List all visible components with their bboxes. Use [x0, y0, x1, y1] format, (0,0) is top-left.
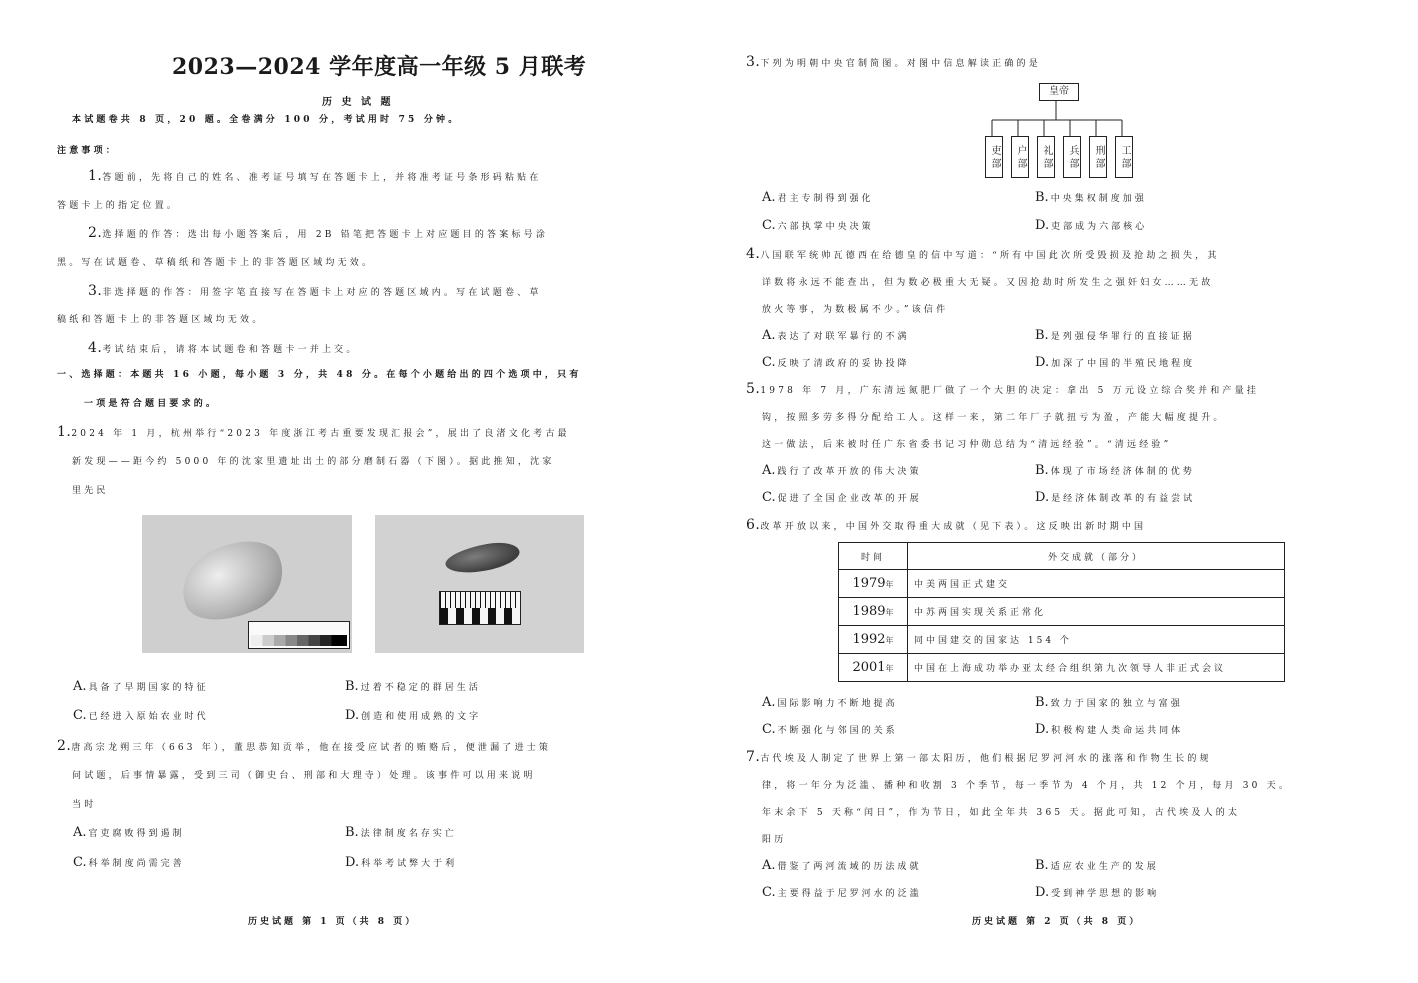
table-cell-year: 1979年	[839, 570, 908, 598]
notice-2-line-1: 2.选择题的作答：选出每小题答案后，用 2B 铅笔把答题卡上对应题目的答案标号涂	[88, 225, 549, 241]
q3-option-c[interactable]: C. 六部执掌中央决策	[762, 218, 874, 233]
q7-option-a[interactable]: A. 借鉴了两河流域的历法成就	[762, 858, 922, 873]
exam-subtitle: 历 史 试 题	[322, 97, 394, 108]
q3-option-d[interactable]: D. 吏部成为六部核心	[1035, 218, 1148, 233]
q5-line-2: 钩，按照多劳多得分配给工人。这样一来，第二年厂子就扭亏为盈，产能大幅度提升。	[762, 413, 1226, 423]
q6-line-1: 6.改革开放以来，中国外交取得重大成就（见下表）。这反映出新时期中国	[746, 517, 1147, 533]
page-2-footer: 历史试题 第 2 页（共 8 页）	[972, 917, 1142, 927]
notice-heading: 注意事项：	[57, 146, 119, 156]
diagram-box-revenue: 户部	[1011, 136, 1029, 178]
diagram-box-rites: 礼部	[1037, 136, 1055, 178]
notice-3-line-1: 3.非选择题的作答：用签字笔直接写在答题卡上对应的答题区域内。写在试题卷、草	[88, 283, 542, 299]
q5-option-b[interactable]: B. 体现了市场经济体制的优势	[1035, 463, 1195, 478]
table-cell-achievement: 中苏两国实现关系正常化	[908, 598, 1285, 626]
q1-line-2: 新发现——距今约 5000 年的沈家里遗址出土的部分磨制石器（下图）。据此推知，沈家	[72, 457, 555, 467]
q3-option-a[interactable]: A. 君主专制得到强化	[762, 190, 874, 205]
q6-option-a[interactable]: A. 国际影响力不断地提高	[762, 695, 898, 710]
q1-option-b[interactable]: B. 过着不稳定的群居生活	[345, 679, 481, 694]
stone-tool-1	[170, 526, 296, 636]
table-cell-achievement: 中美两国正式建交	[908, 570, 1285, 598]
exam-page-2	[709, 0, 1418, 983]
q4-option-c[interactable]: C. 反映了清政府的妥协投降	[762, 355, 910, 370]
notice-1-line-2: 答题卡上的指定位置。	[57, 201, 180, 211]
table-header-achievement: 外交成就（部分）	[908, 543, 1285, 570]
table-cell-achievement: 中国在上海成功举办亚太经合组织第九次领导人非正式会议	[908, 654, 1285, 682]
stone-tool-photo-2	[375, 515, 584, 653]
table-cell-year: 2001年	[839, 654, 908, 682]
q4-option-d[interactable]: D. 加深了中国的半殖民地程度	[1035, 355, 1196, 370]
notice-4-line-1: 4.考试结束后，请将本试题卷和答题卡一并上交。	[88, 340, 359, 356]
q5-option-d[interactable]: D. 是经济体制改革的有益尝试	[1035, 490, 1196, 505]
diplomatic-achievements-table	[838, 542, 1285, 682]
notice-1-line-1: 1.答题前，先将自己的姓名、准考证号填写在答题卡上，并将准考证号条形码粘贴在	[88, 168, 542, 184]
q7-line-2: 律，将一年分为泛滥、播种和收割 3 个季节，每一季节为 4 个月，共 12 个月，每月 30 天。	[762, 781, 1292, 791]
page-1-footer: 历史试题 第 1 页（共 8 页）	[248, 917, 418, 927]
table-row	[839, 626, 1285, 654]
q1-option-d[interactable]: D. 创造和使用成熟的文字	[345, 708, 482, 723]
q4-option-b[interactable]: B. 是列强侵华罪行的直接证据	[1035, 328, 1195, 343]
q6-option-d[interactable]: D. 积极构建人类命运共同体	[1035, 722, 1184, 737]
scale-ruler-2	[439, 591, 521, 625]
q2-option-a[interactable]: A. 官吏腐败得到遏制	[73, 825, 185, 840]
table-row	[839, 598, 1285, 626]
q7-option-d[interactable]: D. 受到神学思想的影响	[1035, 885, 1160, 900]
stone-tool-photo-1	[142, 515, 352, 653]
diagram-box-works: 工部	[1115, 136, 1133, 178]
q3-option-b[interactable]: B. 中央集权制度加强	[1035, 190, 1147, 205]
q7-line-1: 7.古代埃及人制定了世界上第一部太阳历，他们根据尼罗河河水的涨落和作物生长的规	[746, 749, 1212, 765]
q2-option-d[interactable]: D. 科举考试弊大于利	[345, 855, 458, 870]
diagram-emperor-box: 皇帝	[1039, 83, 1079, 101]
q7-option-b[interactable]: B. 适应农业生产的发展	[1035, 858, 1159, 873]
exam-intro: 本试题卷共 8 页，20 题。全卷满分 100 分，考试用时 75 分钟。	[72, 115, 461, 125]
q4-line-2: 详数将永远不能查出，但为数必极重大无疑。又因抢劫时所发生之强奸妇女……无故	[762, 278, 1214, 288]
q2-line-1: 2.唐高宗龙朔三年（663 年），董思恭知贡举，他在接受应试者的贿赂后，便泄漏了进士策	[57, 738, 552, 754]
table-header-row	[839, 543, 1285, 570]
q5-option-a[interactable]: A. 践行了改革开放的伟大决策	[762, 463, 922, 478]
q2-line-3: 当时	[72, 800, 97, 810]
diagram-box-war: 兵部	[1063, 136, 1081, 178]
q7-line-4: 阳历	[762, 835, 787, 845]
q1-line-3: 里先民	[72, 486, 109, 496]
scale-ruler-1	[248, 621, 350, 649]
q5-line-3: 这一做法，后来被时任广东省委书记习仲勋总结为“清远经验”。“清远经验”	[762, 440, 1172, 450]
diagram-box-personnel: 吏部	[985, 136, 1003, 178]
q4-line-3: 放火等事，为数极属不少。”该信件	[762, 305, 949, 315]
q4-option-a[interactable]: A. 表达了对联军暴行的不满	[762, 328, 910, 343]
q6-option-b[interactable]: B. 致力于国家的独立与富强	[1035, 695, 1183, 710]
q1-line-1: 1.2024 年 1 月，杭州举行“2023 年度浙江考古重要发现汇报会”，展出了良渚文化考古最	[57, 424, 570, 440]
q6-option-c[interactable]: C. 不断强化与邻国的关系	[762, 722, 898, 737]
notice-3-line-2: 稿纸和答题卡上的非答题区域均无效。	[57, 315, 265, 325]
q1-option-c[interactable]: C. 已经进入原始农业时代	[73, 708, 209, 723]
diagram-box-justice: 刑部	[1089, 136, 1107, 178]
table-cell-year: 1989年	[839, 598, 908, 626]
q2-line-2: 问试题，后事情暴露，受到三司（御史台、刑部和大理寺）处理。该事件可以用来说明	[72, 771, 536, 781]
table-cell-year: 1992年	[839, 626, 908, 654]
q5-option-c[interactable]: C. 促进了全国企业改革的开展	[762, 490, 922, 505]
stone-tool-2	[443, 539, 521, 578]
q5-line-1: 5.1978 年 7 月，广东清远氮肥厂做了一个大胆的决定：拿出 5 万元设立综合奖并和产量挂	[746, 381, 1260, 397]
q3-line-1: 3.下列为明朝中央官制简图。对图中信息解读正确的是	[746, 54, 1041, 70]
q4-line-1: 4.八国联军统帅瓦德西在给德皇的信中写道：“所有中国此次所受毁损及抢劫之损失，其	[746, 246, 1220, 262]
q7-option-c[interactable]: C. 主要得益于尼罗河水的泛滥	[762, 885, 922, 900]
q2-option-c[interactable]: C. 科举制度尚需完善	[73, 855, 185, 870]
table-header-time: 时间	[839, 543, 908, 570]
table-row	[839, 570, 1285, 598]
notice-2-line-2: 黑。写在试题卷、草稿纸和答题卡上的非答题区域均无效。	[57, 258, 375, 268]
table-row	[839, 654, 1285, 682]
table-cell-achievement: 同中国建交的国家达 154 个	[908, 626, 1285, 654]
q1-option-a[interactable]: A. 具备了早期国家的特征	[73, 679, 209, 694]
section-1-line-1: 一、选择题：本题共 16 小题，每小题 3 分，共 48 分。在每个小题给出的四个选项中，只有	[57, 370, 582, 380]
exam-title: 2023—2024 学年度高一年级 5 月联考	[172, 54, 587, 80]
q2-option-b[interactable]: B. 法律制度名存实亡	[345, 825, 457, 840]
section-1-line-2: 一项是符合题目要求的。	[84, 399, 219, 409]
q7-line-3: 年末余下 5 天称“闰日”，作为节日，如此全年共 365 天。据此可知，古代埃及人的太	[762, 808, 1241, 818]
